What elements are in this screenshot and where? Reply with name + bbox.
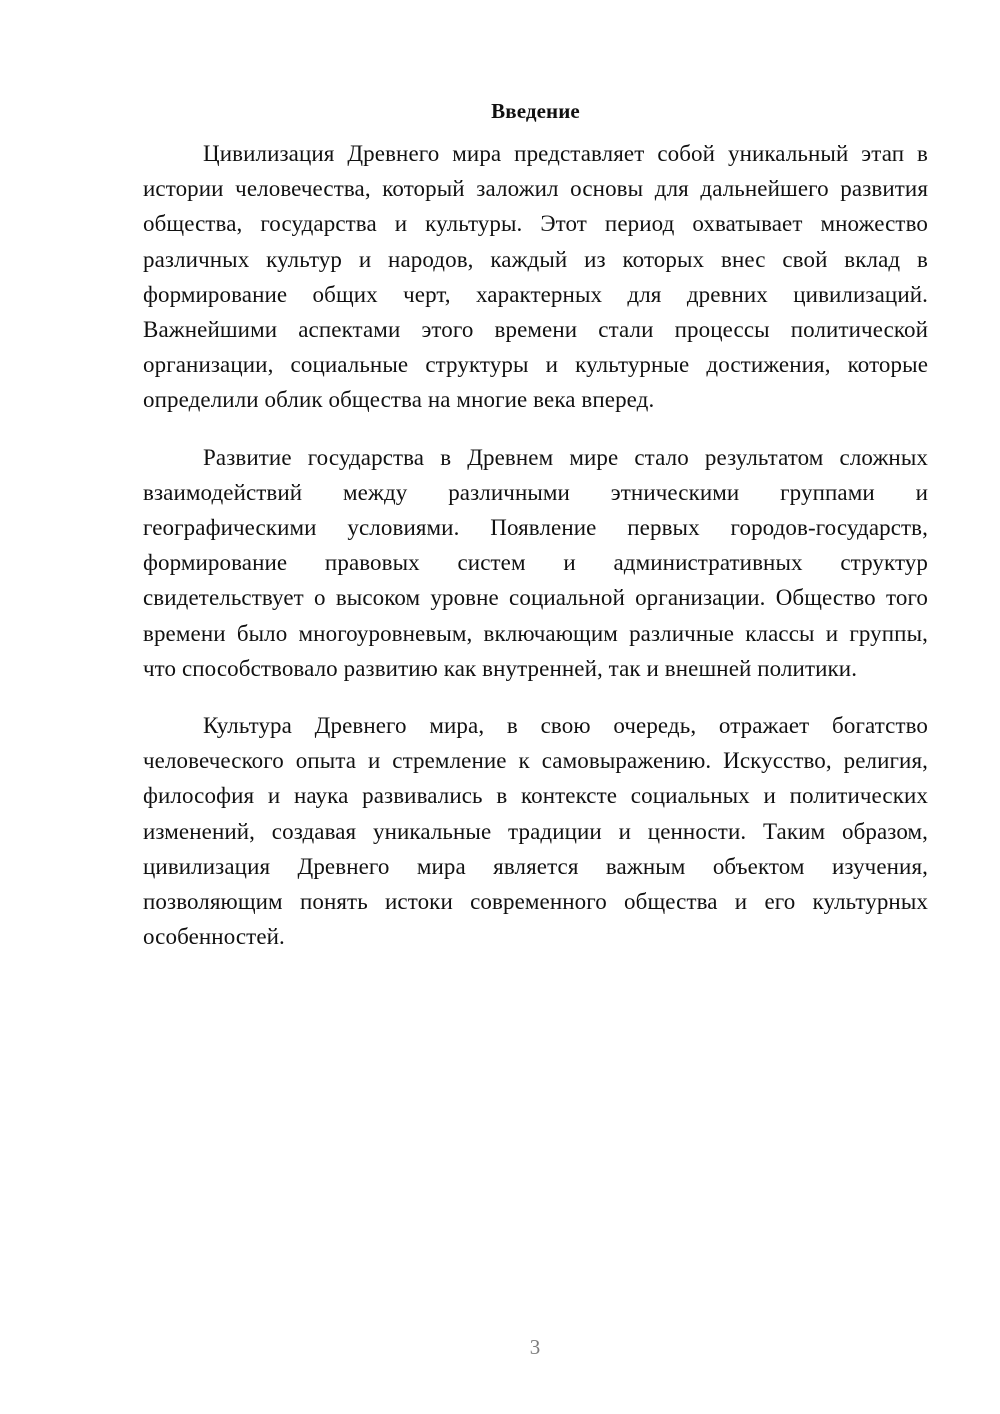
paragraph-1: Цивилизация Древнего мира представляет собой уникальный этап в истории человечества, который заложил основы для дальнейшего развития общества, государства и культуры. Этот период охватывает множество различных культур и народов, каждый из которых внес свой вклад в формирование общих черт, характерных для древних цивилизаций. Важнейшими аспектами этого времени стали процессы политической организации, социальные структуры и культурные достижения, которые определили облик общества на многие века вперед. (143, 141, 928, 413)
page-content (143, 96, 928, 976)
paragraph-3: Культура Древнего мира, в свою очередь, отражает богатство человеческого опыта и стремление к самовыражению. Искусство, религия, философия и наука развивались в контексте социальных и политических изменений, создавая уникальные традиции и ценности. Таким образом, цивилизация Древнего мира является важным объектом изучения, позволяющим понять истоки современного общества и его культурных особенностей. (143, 713, 928, 950)
section-heading: Введение (491, 99, 580, 123)
paragraph-2: Развитие государства в Древнем мире стало результатом сложных взаимодействий между различными этническими группами и географическими условиями. Появление первых городов-государств, формирование правовых систем и административных структур свидетельствует о высоком уровне социальной организации. Общество того времени было многоуровневым, включающим различные классы и группы, что способствовало развитию как внутренней, так и внешней политики. (143, 444, 928, 681)
page-number: 3 (529, 1335, 541, 1359)
